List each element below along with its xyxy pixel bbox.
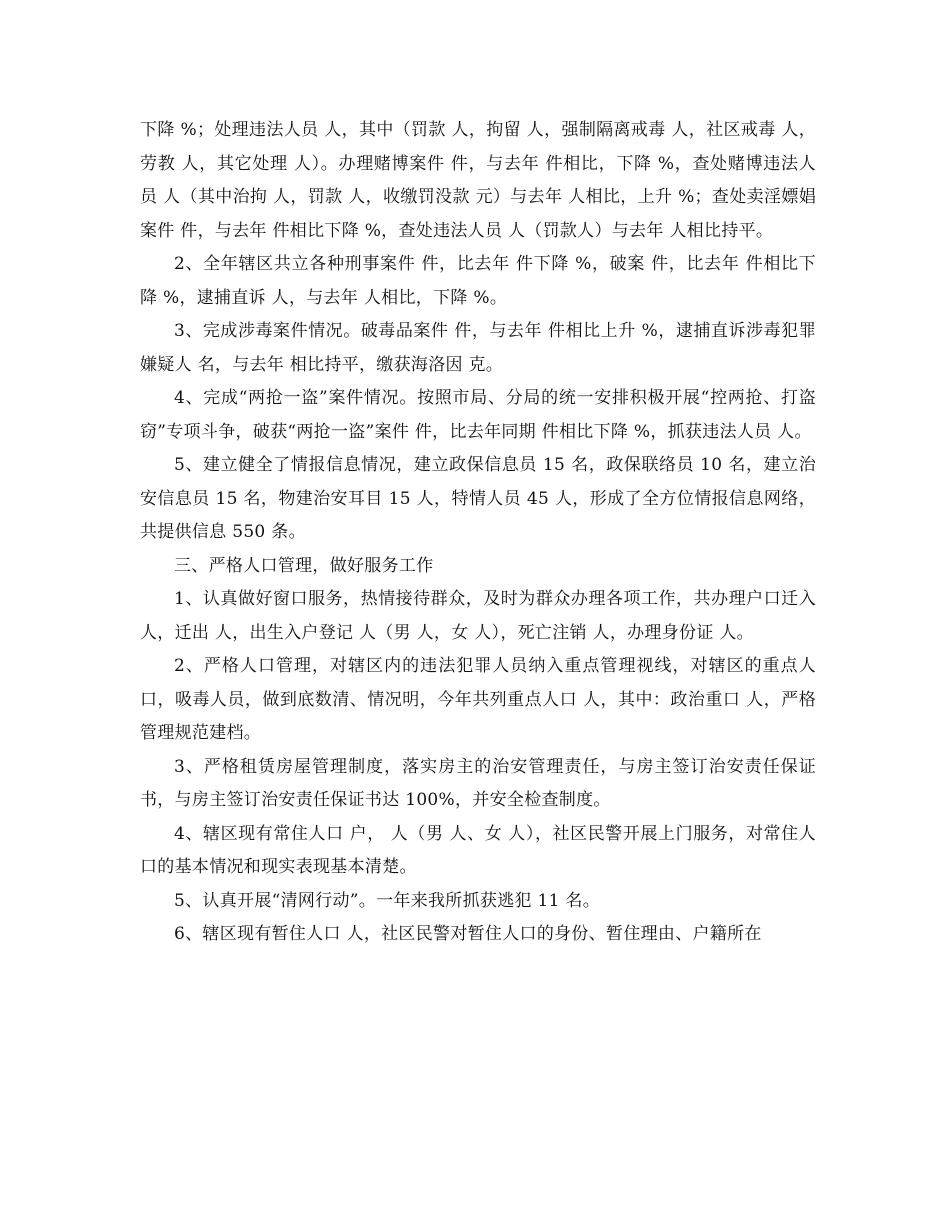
paragraph-net-action: 5、认真开展“清网行动”。一年来我所抓获逃犯 11 名。: [174, 890, 601, 911]
paragraph-intelligence: 5、建立健全了情报信息情况，建立政保信息员 15 名，政保联络员 10 名，建立治安信息员 15 名，物建治安耳目 15 人，特情人员 45 人，形成了全方位情报信息网络，共提供信息 550 条。: [140, 455, 816, 542]
paragraph-robbery-theft: 4、完成“两抢一盗”案件情况。按照市局、分局的统一安排积极开展“控两抢、打盗窃”专项斗争，破获“两抢一盗”案件 件，比去年同期 件相比下降 %，抓获违法人员 人。: [140, 388, 816, 442]
document-body: [140, 114, 816, 952]
section-heading: 三、严格人口管理，做好服务工作: [174, 555, 434, 576]
paragraph-drug-cases: 3、完成涉毒案件情况。破毒品案件 件，与去年 件相比上升 %，逮捕直诉涉毒犯罪嫌疑人 名，与去年 相比持平，缴获海洛因 克。: [140, 321, 816, 375]
paragraph-permanent-residents: 4、辖区现有常住人口 户， 人（男 人、女 人），社区民警开展上门服务，对常住人口的基本情况和现实表现基本清楚。: [140, 823, 816, 877]
paragraph-window-service: 1、认真做好窗口服务，热情接待群众，及时为群众办理各项工作，共办理户口迁入 人，迁出 人，出生入户登记 人（男 人，女 人），死亡注销 人，办理身份证 人。: [140, 589, 816, 643]
paragraph-continuation: 下降 %；处理违法人员 人，其中（罚款 人，拘留 人，强制隔离戒毒 人，社区戒毒 人，劳教 人，其它处理 人）。办理赌博案件 件，与去年 件相比，下降 %，查处赌博违法人员 人（其中治拘 人，罚款 人，收缴罚没款 元）与去年 人相比，上升 %；查处卖淫嫖娼案件 件，与去年 件相比下降 %，查处违法人员 人（罚款人）与去年 人相比持平。: [140, 120, 816, 241]
paragraph-population-management: 2、严格人口管理，对辖区内的违法犯罪人员纳入重点管理视线，对辖区的重点人口，吸毒人员，做到底数清、情况明，今年共列重点人口 人，其中：政治重口 人，严格管理规范建档。: [140, 656, 816, 743]
paragraph-rental-housing: 3、严格租赁房屋管理制度，落实房主的治安管理责任，与房主签订治安责任保证书，与房主签订治安责任保证书达 100%，并安全检查制度。: [140, 756, 816, 810]
paragraph-temporary-residents: 6、辖区现有暂住人口 人，社区民警对暂住人口的身份、暂住理由、户籍所在: [174, 924, 762, 944]
paragraph-criminal-cases: 2、全年辖区共立各种刑事案件 件，比去年 件下降 %，破案 件，比去年 件相比下降 %，逮捕直诉 人，与去年 人相比，下降 %。: [140, 254, 816, 308]
